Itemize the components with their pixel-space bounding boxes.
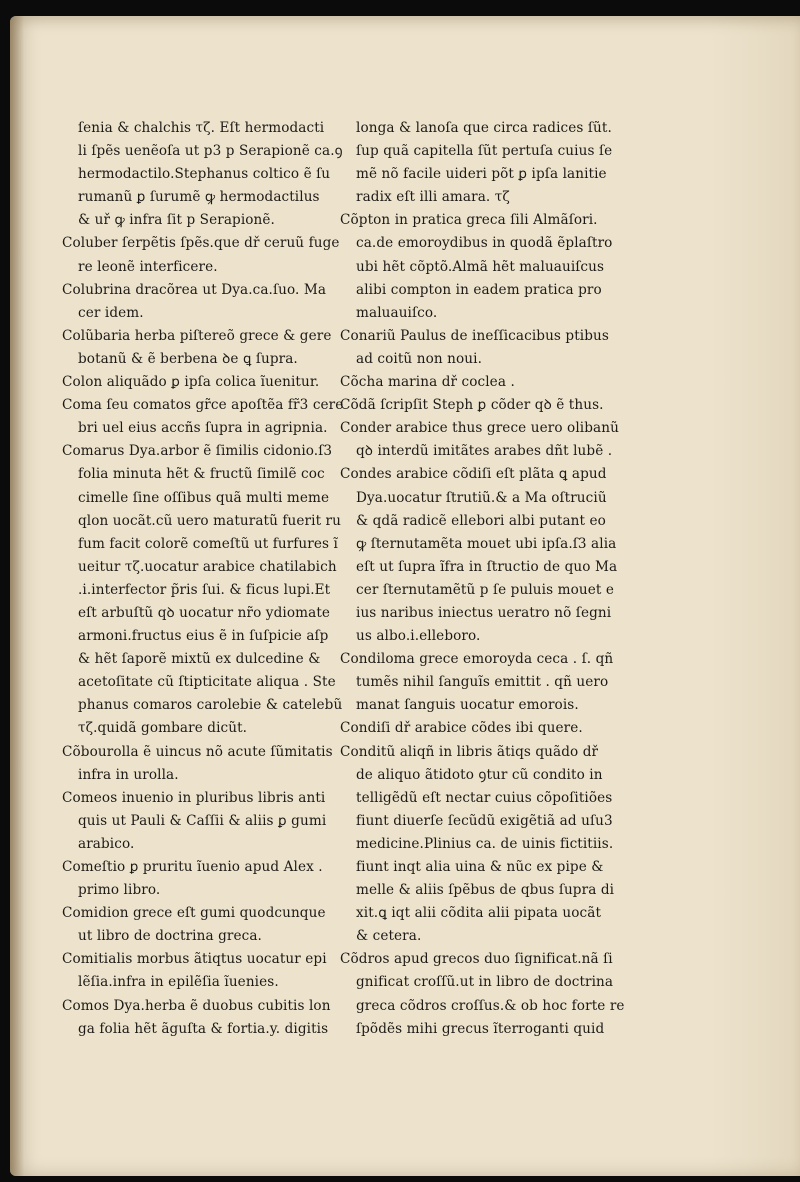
text-line: ius naribus iniectus ueratro nõ ſegni [356,604,612,621]
text-line: & qdã radicẽ ellebori albi putant eo [356,512,606,529]
text-line: Comidion grece eſt gumi quodcunque [62,905,326,922]
text-line: primo libro. [78,882,161,899]
dictionary-entry [62,995,352,1041]
text-line: Comarus Dya.arbor ẽ ſimilis cidonio.ſ3 [62,443,333,460]
dictionary-entry [62,948,352,994]
text-line: Comitialis morbus ãtiqtus uocatur epi [62,951,327,968]
text-line: Comeos inuenio in pluribus libris anti [62,789,326,806]
text-line: ubi hẽt cõptõ.Almã hẽt maluauiſcus [356,258,605,275]
dictionary-entry [340,648,640,717]
dictionary-entry [62,279,352,325]
text-line: radix eſt illi amara. τζ [356,189,510,206]
text-line: ad coitũ non noui. [356,350,482,367]
text-line: ut libro de doctrina greca. [78,928,262,945]
dictionary-entry [62,902,352,948]
text-line: ſpõdẽs mihi grecus ĩterroganti quid [356,1020,605,1037]
text-line: fiunt inqt alia uina & nũc ex pipe & [356,859,604,875]
dictionary-entry [340,741,640,949]
text-line: maluauiſco. [356,304,438,321]
text-line: Condes arabice cõdiſi eſt plãta ꝗ apud [340,466,607,483]
text-line: Cõpton in pratica greca ſili Almãſori. [340,212,598,229]
text-line: Conariũ Paulus de ineſſicacibus ptibus [340,327,609,344]
text-line: infra in urolla. [78,766,179,783]
text-line: Condiſi dř arabice cõdes ibi quere. [340,720,583,737]
text-line: Comeſtio ꝑ pruritu ĩuenio apud Alex . [62,859,323,875]
text-line: Colubrina dracõrea ut Dya.ca.ſuo. Ma [62,281,327,298]
dictionary-entry [340,417,640,463]
text-line: alibi compton in eadem pratica pro [356,281,602,298]
text-line: manat ſanguis uocatur emorois. [356,697,579,714]
text-line: melle & aliis ſpẽbus de qbus ſupra di [356,882,615,899]
text-line: Cõdros apud grecos duo ſignificat.nã ſi [340,951,613,968]
text-line: rumanũ ꝑ ſurumẽ ꝙ hermodactilus [78,189,320,206]
continued-entry [62,117,352,232]
text-line: eſt arbuſtũ qꝺ uocatur nr̃o ydiomate [78,604,331,621]
text-line: ſenia & chalchis τζ. Eſt hermodacti [78,120,325,136]
text-line: quis ut Pauli & Caſſii & aliis ꝑ gumi [78,812,327,829]
dictionary-entry [340,325,640,371]
text-line: phanus comaros carolebie & catelebũ [78,697,343,714]
text-line: τζ.quidã gombare dicũt. [78,720,248,737]
text-line: hermodactilo.Stephanus coltico ẽ ſu [78,166,331,183]
dictionary-entry [62,741,352,787]
dictionary-entry [62,325,352,371]
text-line: longa & lanoſa que circa radices ſũt. [356,120,612,136]
text-line: ca.de emoroydibus in quodã ẽplaſtro [356,235,613,252]
text-line: Cõbourolla ẽ uincus nõ acute ſũmitatis [62,743,333,760]
text-line: tumẽs nihil ſanguĩs emittit . qñ uero [356,674,609,691]
text-line: Colon aliquãdo ꝑ ipſa colica ĩuenitur. [62,374,320,391]
text-line: cimelle ſine oſſibus quã multi meme [78,489,330,506]
text-line: Dya.uocatur ſtrutiũ.& a Ma oſtruciũ [356,489,607,506]
text-line: armoni.fructus eius ẽ in ſuſpicie aſp [78,628,329,645]
dictionary-entry [62,787,352,856]
text-line: arabico. [78,835,135,852]
text-line: acetoſitate cũ ſtipticitate aliqua . Ste [78,674,336,691]
text-line: medicine.Plinius ca. de uinis fictitiis. [356,835,614,852]
text-line: ueitur τζ.uocatur arabice chatilabich [78,558,337,575]
text-line: ga folia hẽt ãguſta & fortia.y. digitis [78,1020,329,1037]
text-line: lẽſia.infra in epilẽſia ĩuenies. [78,974,279,991]
text-line: botanũ & ẽ berbena ꝺe ꝗ ſupra. [78,350,298,367]
dictionary-entry [340,463,640,648]
left-text-column [62,117,352,1041]
text-line: & hẽt ſaporẽ mixtũ ex dulcedine & [78,651,321,668]
page-edge-discoloration [710,16,800,1176]
text-line: Conditũ aliqñ in libris ãtiqs quãdo dř [340,743,599,760]
text-line: bri uel eius accñs ſupra in agripnia. [78,420,328,437]
text-line: telligẽdũ eſt nectar cuius cõpoſitiões [356,789,613,806]
page-gutter-shadow [10,16,24,1176]
text-line: us albo.i.elleboro. [356,628,481,645]
text-line: ſup quã capitella ſũt pertuſa cuius ſe [356,143,613,160]
dictionary-entry [340,394,640,417]
right-text-column [340,117,640,1041]
text-line: qlon uocãt.cũ uero maturatũ fuerit ru [78,512,342,529]
text-line: greca cõdros croſſus.& ob hoc forte re [356,997,625,1014]
text-line: Conder arabice thus grece uero olibanũ [340,420,619,437]
text-line: de aliquo ãtidoto ꝯtur cũ condito in [356,766,603,783]
continued-entry [340,117,640,209]
text-line: cer idem. [78,304,144,321]
text-line: gnificat croſſũ.ut in libro de doctrina [356,974,614,991]
dictionary-entry [62,371,352,394]
text-line: li ſpẽs uenẽoſa ut p3 p Serapionẽ ca.ꝯ [78,143,343,160]
text-line: Cõcha marina dř coclea . [340,374,515,391]
text-line: folia minuta hẽt & fructũ ſimilẽ coc [78,466,325,483]
text-line: re leonẽ interficere. [78,258,218,275]
text-line: Colũbaria herba piſtereõ grece & gere [62,327,332,344]
text-line: .i.interfector p̃ris ſui. & ficus lupi.Et [78,581,331,598]
dictionary-entry [62,394,352,440]
text-line: fum facit colorẽ comeſtũ ut furfures ĩ [78,535,338,552]
text-line: Comos Dya.herba ẽ duobus cubitis lon [62,997,331,1014]
text-line: ꝙ ſternutamẽta mouet ubi ipſa.ſ3 alia [356,535,617,552]
text-line: Condiloma grece emoroyda ceca . ſ. qñ [340,651,614,668]
text-line: qꝺ interdũ imitãtes arabes dñt lubẽ . [356,443,613,460]
text-line: & uř ꝙ infra ſit p Serapionẽ. [78,212,275,229]
dictionary-entry [62,440,352,740]
text-line: Cõdã ſcripſit Steph ꝑ cõder qꝺ ẽ thus. [340,397,604,414]
text-line: & cetera. [356,928,422,945]
text-line: fiunt diuerſe ſecũdũ exigẽtiã ad uſu3 [356,812,613,829]
text-line: mẽ nõ facile uideri põt ꝑ ipſa lanitie [356,166,607,183]
text-line: cer ſternutamẽtũ p ſe puluis mouet e [356,581,614,598]
dictionary-entry [340,371,640,394]
dictionary-entry [340,209,640,324]
text-line: Coluber ſerpẽtis ſpẽs.que dř ceruũ fuge [62,235,340,252]
text-line: xit.ꝗ iqt alii cõdita alii pipata uocãt [356,905,602,922]
text-line: eſt ut ſupra ĩfra in ſtructio de quo Ma [356,558,618,575]
text-line: Coma ſeu comatos gr̃ce apoſtẽa fr̃3 cere [62,397,344,414]
dictionary-entry [340,948,640,1040]
dictionary-entry [62,856,352,902]
dictionary-entry [340,717,640,740]
dictionary-entry [62,232,352,278]
